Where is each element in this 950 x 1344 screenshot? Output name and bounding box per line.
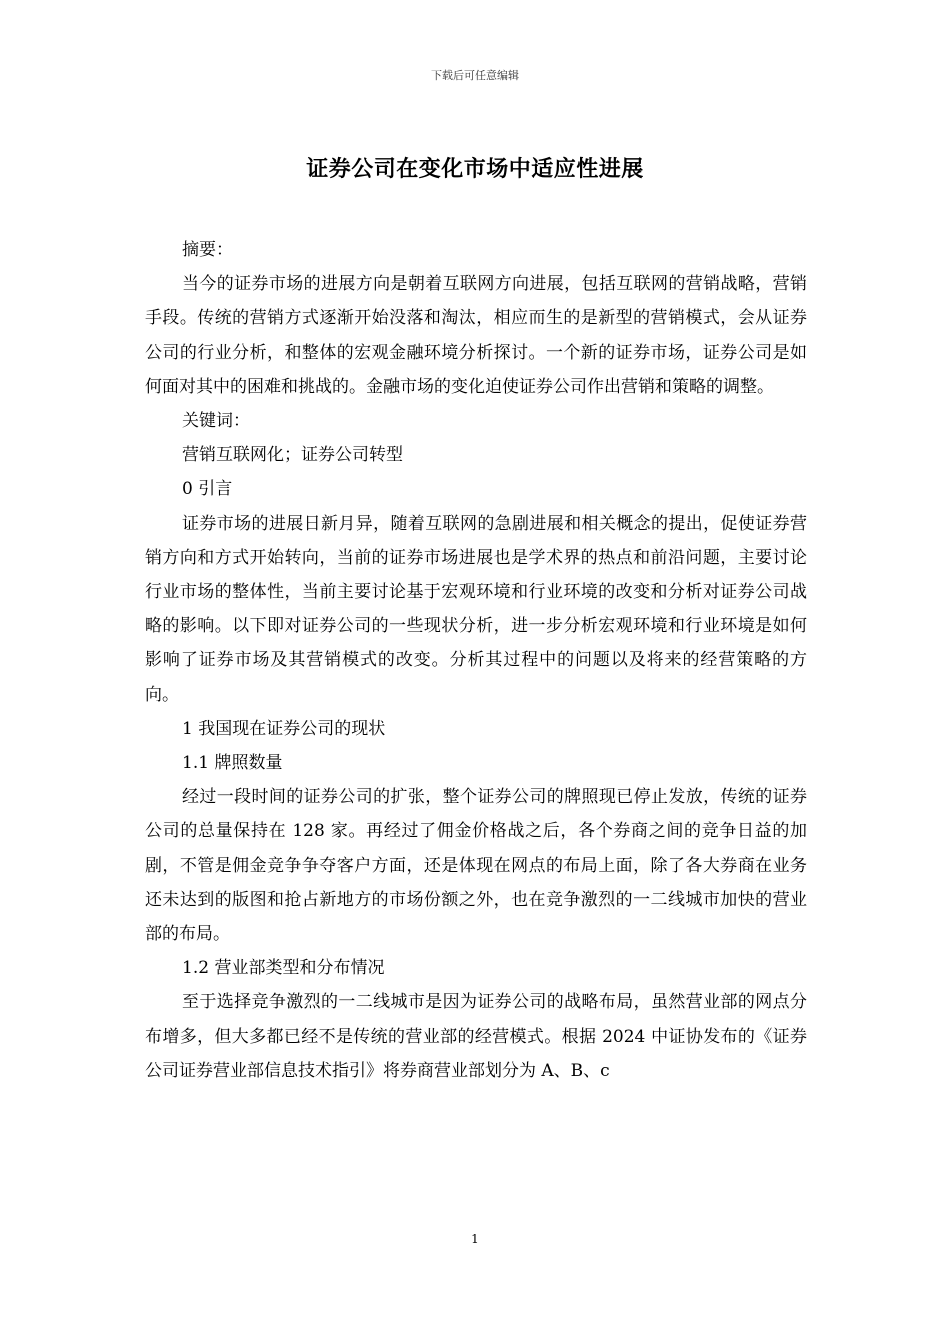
abstract-paragraph: 当今的证券市场的进展方向是朝着互联网方向进展，包括互联网的营销战略，营销手段。传统的营销方式逐渐开始没落和淘汰，相应而生的是新型的营销模式，会从证券公司的行业分析，和整体的宏观金融环境分析探讨。一个新的证券市场，证券公司是如何面对其中的困难和挑战的。金融市场的变化迫使证券公司作出营销和策略的调整。: [145, 274, 807, 397]
license-paragraph: 经过一段时间的证券公司的扩张，整个证券公司的牌照现已停止发放，传统的证券公司的总量保持在 128 家。再经过了佣金价格战之后，各个券商之间的竞争日益的加剧，不管是佣金竞争争夺客户方面，还是体现在网点的布局上面，除了各大券商在业务还未达到的版图和抢占新地方的市场份额之外，也在竞争激烈的一二线城市加快的营业部的布局。: [145, 787, 807, 945]
document-body: [145, 233, 807, 1088]
section-heading-introduction: 0 引言: [182, 479, 233, 500]
keywords-paragraph: 营销互联网化；证券公司转型: [182, 445, 403, 466]
keywords-heading: 关键词：: [182, 411, 250, 432]
introduction-paragraph: 证券市场的进展日新月异，随着互联网的急剧进展和相关概念的提出，促使证券营销方向和方式开始转向，当前的证券市场进展也是学术界的热点和前沿问题，主要讨论行业市场的整体性，当前主要讨论基于宏观环境和行业环境的改变和分析对证券公司战略的影响。以下即对证券公司的一些现状分析，进一步分析宏观环境和行业环境是如何影响了证券市场及其营销模式的改变。分析其过程中的问题以及将来的经营策略的方向。: [145, 513, 807, 705]
page-number: 1: [471, 1232, 479, 1246]
page-header: 下载后可任意编辑: [431, 69, 519, 82]
subsection-heading-1-1: 1.1 牌照数量: [182, 753, 283, 774]
document-title: 证券公司在变化市场中适应性进展: [306, 156, 644, 182]
section-heading-1: 1 我国现在证券公司的现状: [182, 718, 386, 739]
abstract-heading: 摘要：: [182, 240, 233, 260]
branch-paragraph: 至于选择竞争激烈的一二线城市是因为证券公司的战略布局，虽然营业部的网点分布增多，但大多都已经不是传统的营业部的经营模式。根据 2024 中证协发布的《证券公司证券营业部信息技术指引》将券商营业部划分为 A、B、c: [145, 992, 807, 1081]
subsection-heading-1-2: 1.2 营业部类型和分布情况: [182, 958, 385, 979]
